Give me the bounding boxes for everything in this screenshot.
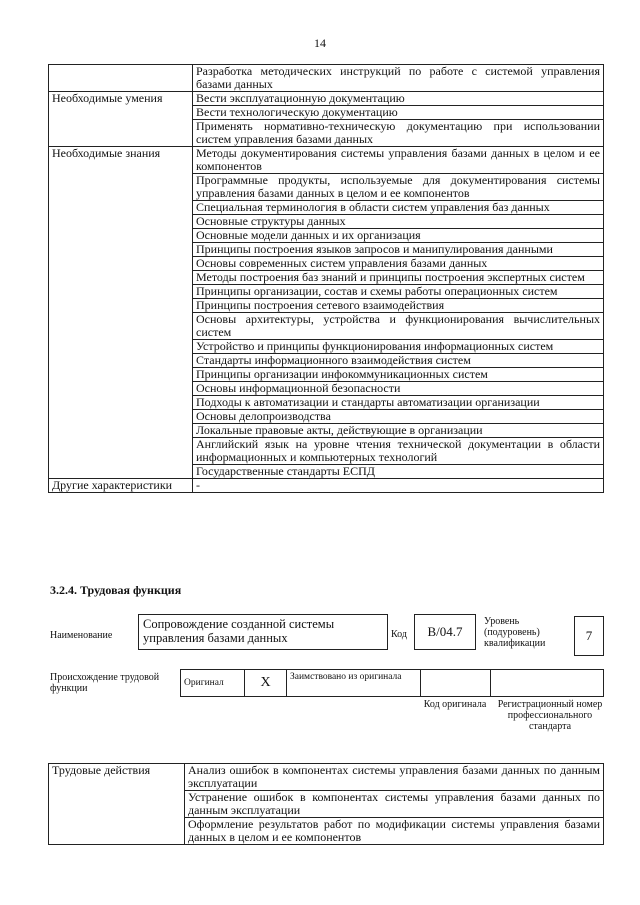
reg-number-label: Регистрационный номер профессионального стандарта [497, 699, 603, 732]
row-item: Вести технологическую документацию [193, 106, 604, 120]
reg-number-cell [491, 670, 604, 697]
table-row [49, 479, 604, 493]
function-name-box: Сопровождение созданной системы управления базами данных [138, 614, 388, 650]
row-item: Государственные стандарты ЕСПД [193, 465, 604, 479]
page-number: 14 [314, 36, 326, 50]
row-group-label: Необходимые умения [49, 92, 193, 147]
code-label: Код [391, 629, 407, 640]
row-item: Методы построения баз знаний и принципы построения экспертных систем [193, 271, 604, 285]
row-item: Устранение ошибок в компонентах системы управления базами данных по данным эксплуатации [185, 791, 604, 818]
row-item: Методы документирования системы управления базами данных в целом и ее компонентов [193, 147, 604, 174]
name-label: Наименование [50, 630, 113, 641]
row-group-label: Другие характеристики [49, 479, 193, 493]
row-item: Вести эксплуатационную документацию [193, 92, 604, 106]
row-group-label: Трудовые действия [49, 764, 185, 845]
row-item: Специальная терминология в области систем управления баз данных [193, 201, 604, 215]
row-item: Анализ ошибок в компонентах системы управления базами данных по данным эксплуатации [185, 764, 604, 791]
table-row [49, 764, 604, 791]
origin-label: Происхождение трудовой функции [50, 672, 160, 694]
row-item: Принципы организации инфокоммуникационных систем [193, 368, 604, 382]
original-code-label: Код оригинала [423, 699, 487, 710]
row-item: Программные продукты, используемые для документирования системы управления базами данных в целом и ее компонентов [193, 174, 604, 201]
origin-mark-cell: X [245, 670, 287, 697]
row-item: Стандарты информационного взаимодействия систем [193, 354, 604, 368]
row-item: Локальные правовые акты, действующие в организации [193, 424, 604, 438]
row-item: Английский язык на уровне чтения технической документации в области информационных и компьютерных технологий [193, 438, 604, 465]
table-row [49, 65, 604, 92]
table-row [49, 92, 604, 106]
row-item: Принципы построения сетевого взаимодействия [193, 299, 604, 313]
row-item: Основные структуры данных [193, 215, 604, 229]
row-item: Основы делопроизводства [193, 410, 604, 424]
row-item: Оформление результатов работ по модификации системы управления базами данных в целом и ее компонентов [185, 818, 604, 845]
origin-original-cell: Оригинал [181, 670, 245, 697]
row-item: Основы архитектуры, устройства и функционирования вычислительных систем [193, 313, 604, 340]
labor-actions-table [48, 763, 604, 845]
section-heading: 3.2.4. Трудовая функция [50, 583, 182, 597]
original-code-cell [421, 670, 491, 697]
level-value-box: 7 [574, 616, 604, 656]
row-item: Принципы организации, состав и схемы работы операционных систем [193, 285, 604, 299]
table-row [49, 147, 604, 174]
row-item: Принципы построения языков запросов и манипулирования данными [193, 243, 604, 257]
row-item: - [193, 479, 604, 493]
row-group-label [49, 65, 193, 92]
origin-table [180, 669, 604, 697]
row-group-label: Необходимые знания [49, 147, 193, 479]
row-item: Разработка методических инструкций по работе с системой управления базами данных [193, 65, 604, 92]
row-item: Подходы к автоматизации и стандарты автоматизации организации [193, 396, 604, 410]
skills-knowledge-table [48, 64, 604, 493]
row-item: Основы информационной безопасности [193, 382, 604, 396]
origin-borrowed-cell: Заимствовано из оригинала [287, 670, 421, 697]
row-item: Основные модели данных и их организация [193, 229, 604, 243]
row-item: Основы современных систем управления базами данных [193, 257, 604, 271]
row-item: Устройство и принципы функционирования информационных систем [193, 340, 604, 354]
level-label: Уровень (подуровень) квалификации [484, 616, 546, 649]
row-item: Применять нормативно-техническую документацию при использовании систем управления базами данных [193, 120, 604, 147]
function-code-box: B/04.7 [414, 614, 476, 650]
